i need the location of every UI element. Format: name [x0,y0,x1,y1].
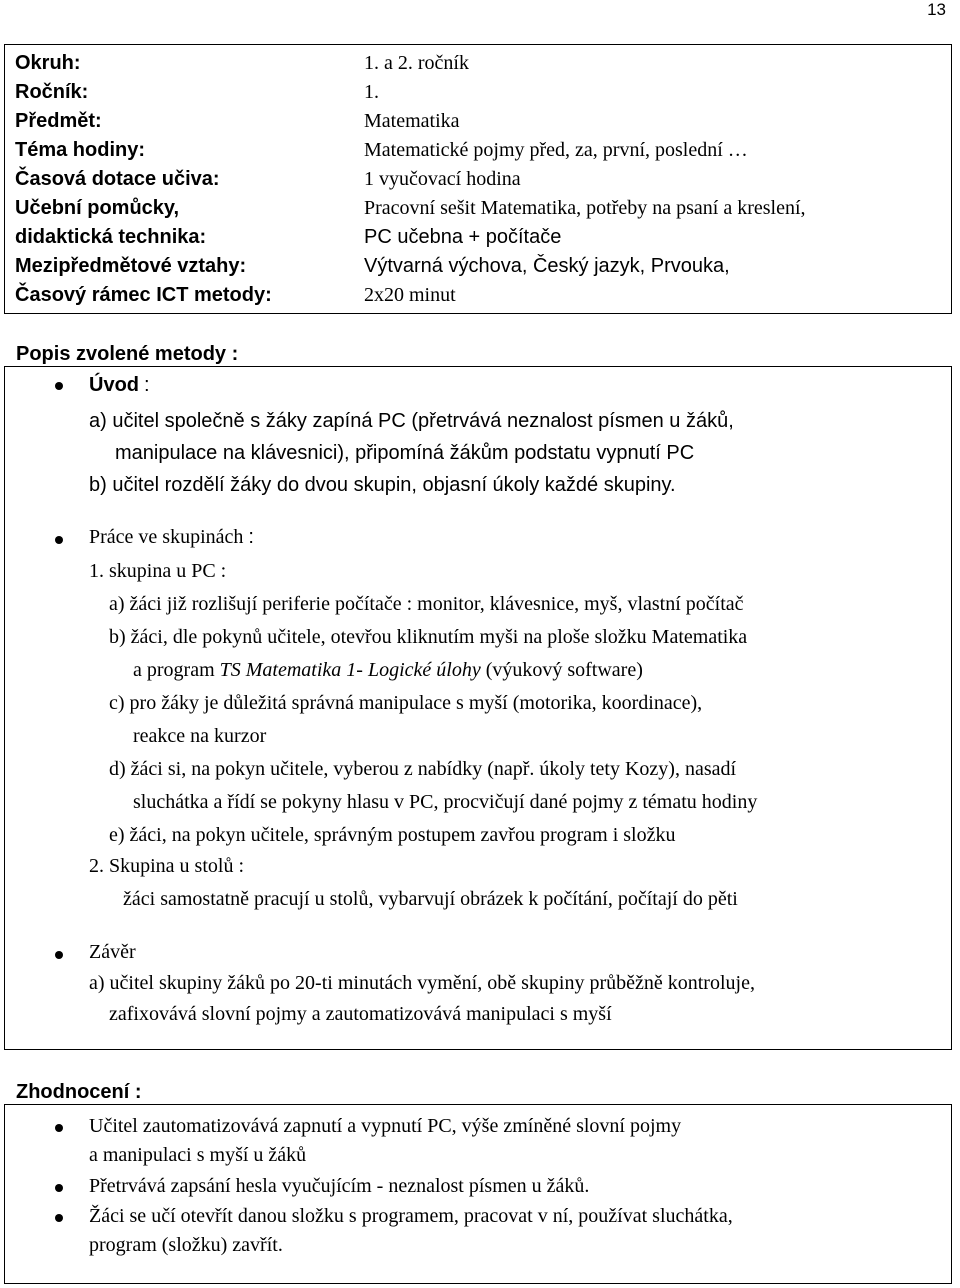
info-value-ramec: 2x20 minut [364,284,456,306]
evaluation-heading: Zhodnocení : [16,1081,142,1103]
groups-heading [89,527,254,547]
bullet-icon [55,1184,63,1192]
conclusion-line-2: zafixovává slovní pojmy a zautomatizovává manipulaci s myší [109,1003,612,1025]
bullet-icon [55,951,63,959]
intro-colon: : [144,374,150,396]
group2-line: žáci samostatně pracují u stolů, vybarvují obrázek k počítání, počítají do pěti [123,888,738,910]
bullet-icon [55,1124,63,1132]
info-label-pomucky: Učební pomůcky, [15,197,180,219]
evaluation-item-2: Přetrvává zapsání hesla vyučujícím - neznalost písmen u žáků. [89,1175,590,1197]
bullet-icon [55,382,63,390]
info-value-dotace: 1 vyučovací hodina [364,168,521,190]
group1-line-b: b) žáci, dle pokynů učitele, otevřou kliknutím myši na ploše složku Matematika [109,626,748,648]
group1-line-b2 [133,660,643,680]
evaluation-item-3-cont: program (složku) zavřít. [89,1234,283,1256]
groups-title: Práce ve skupinách [89,526,244,548]
conclusion-title: Závěr [89,941,136,963]
software-name: TS Matematika 1- Logické úlohy [219,659,481,681]
method-description-box [4,366,952,1050]
group1-line-d: d) žáci si, na pokyn učitele, vyberou z nabídky (např. úkoly tety Kozy), nasadí [109,758,737,780]
group1-line-e: e) žáci, na pokyn učitele, správným postupem zavřou program i složku [109,824,676,846]
intro-heading [89,375,150,395]
group1-line-c2: reakce na kurzor [133,725,267,747]
evaluation-item-1-cont: a manipulaci s myší u žáků [89,1144,307,1166]
info-label-rocnik: Ročník: [15,81,89,103]
group1-line-a: a) žáci již rozlišují periferie počítače : monitor, klávesnice, myš, vlastní počítač [109,593,744,615]
info-value-predmet: Matematika [364,110,460,132]
bullet-icon [55,536,63,544]
info-value-pomucky: Pracovní sešit Matematika, potřeby na psaní a kreslení, [364,197,806,219]
group1-line-b2-post: (výukový software) [480,659,643,681]
lesson-info-table [4,44,952,314]
evaluation-item-1: Učitel zautomatizovává zapnutí a vypnutí PC, výše zmíněné slovní pojmy [89,1115,682,1137]
info-label-technika: didaktická technika: [15,226,207,248]
info-label-predmet: Předmět: [15,110,102,132]
method-heading: Popis zvolené metody : [16,343,239,365]
intro-line-a: a) učitel společně s žáky zapíná PC (přetrvává neznalost písmen u žáků, [89,410,734,432]
intro-line-a2: manipulace na klávesnici), připomíná žákům podstatu vypnutí PC [115,442,695,464]
info-label-okruh: Okruh: [15,52,81,74]
page-number: 13 [927,0,946,19]
conclusion-line-1: a) učitel skupiny žáků po 20-ti minutách vymění, obě skupiny průběžně kontroluje, [89,972,755,994]
evaluation-box [4,1104,952,1284]
info-value-vztahy: Výtvarná výchova, Český jazyk, Prvouka, [364,255,730,277]
info-value-technika: PC učebna + počítače [364,226,562,248]
bullet-icon [55,1214,63,1222]
evaluation-item-3: Žáci se učí otevřít danou složku s programem, pracovat v ní, používat sluchátka, [89,1205,733,1227]
group1-line-b2-pre: a program [133,659,220,681]
info-value-tema: Matematické pojmy před, za, první, poslední … [364,139,748,161]
info-label-tema: Téma hodiny: [15,139,146,161]
info-label-ramec: Časový rámec ICT metody: [15,284,272,306]
groups-colon: : [248,526,254,548]
info-label-vztahy: Mezipředmětové vztahy: [15,255,247,277]
info-value-okruh: 1. a 2. ročník [364,52,469,74]
group1-title: 1. skupina u PC : [89,560,227,582]
intro-title: Úvod [89,374,139,396]
group1-line-d2: sluchátka a řídí se pokyny hlasu v PC, procvičují dané pojmy z tématu hodiny [133,791,758,813]
group2-title: 2. Skupina u stolů : [89,855,245,877]
group1-line-c: c) pro žáky je důležitá správná manipulace s myší (motorika, koordinace), [109,692,703,714]
intro-line-b: b) učitel rozdělí žáky do dvou skupin, objasní úkoly každé skupiny. [89,474,676,496]
info-label-dotace: Časová dotace učiva: [15,168,220,190]
info-value-rocnik: 1. [364,81,379,103]
